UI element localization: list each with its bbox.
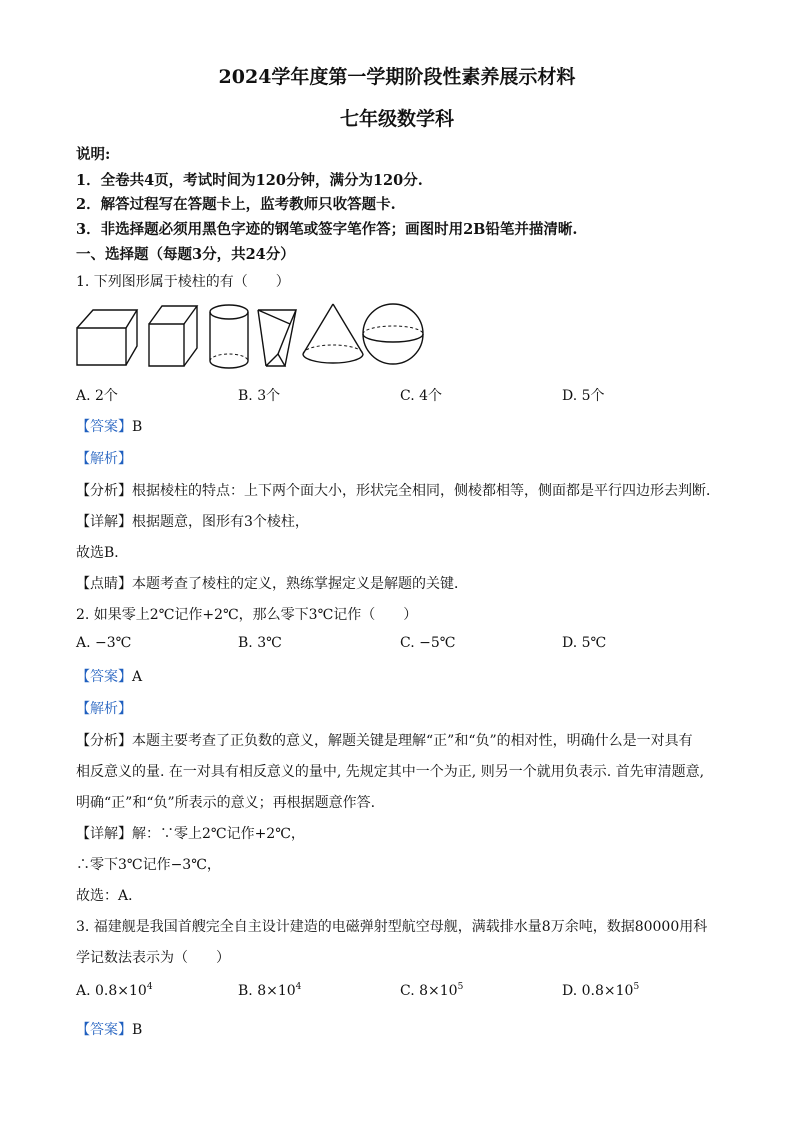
answer-tag: 【答案】 [76, 419, 132, 435]
option-exponent: 4 [146, 982, 153, 992]
detail-line: ∴零下3℃记作−3℃， [76, 857, 221, 873]
detail-text: 根据题意，图形有3个棱柱， [132, 514, 309, 530]
answer-line [76, 666, 142, 686]
detail-text: 解：∵零上2℃记作+2℃， [132, 826, 305, 842]
detail-line [76, 511, 309, 531]
option-base: 8×10 [419, 983, 458, 999]
option-base: 8×10 [257, 983, 296, 999]
answer-line [76, 416, 142, 436]
fenxi-line [76, 730, 693, 750]
fenxi-text: 根据棱柱的特点：上下两个面大小，形状完全相同，侧棱都相等，侧面都是平行四边形去判断． [132, 483, 720, 499]
fenxi-line: 相反意义的量. 在一对具有相反意义的量中, 先规定其中一个为正, 则另一个就用负表示. 首先审清题意, [76, 764, 705, 780]
choose-line: 故选：A． [76, 888, 143, 904]
option-label: C. [400, 983, 415, 999]
section-title: 一、选择题（每题3分，共24分） [76, 246, 295, 263]
option-label: B. [238, 983, 253, 999]
option-a [76, 983, 153, 999]
fenxi-line [76, 480, 720, 500]
dianjing-line [76, 573, 468, 593]
option-b [238, 983, 301, 999]
fenxi-tag: 【分析】 [76, 483, 132, 499]
option-d [562, 983, 639, 999]
analysis-tag: 【解析】 [76, 451, 132, 467]
option-a: A. −3℃ [76, 635, 132, 651]
option-d: D. 5℃ [562, 635, 607, 651]
option-label: D. [562, 983, 578, 999]
question-3-stem: 学记数法表示为（ ） [76, 950, 230, 966]
question-2-stem: 2. 如果零上2℃记作+2℃，那么零下3℃记作（ ） [76, 607, 418, 623]
answer-value: B [132, 419, 143, 435]
cube-icon [149, 306, 197, 366]
instruction-item: 2．解答过程写在答题卡上，监考教师只收答题卡. [76, 196, 396, 213]
instruction-item: 1．全卷共4页，考试时间为120分钟，满分为120分. [76, 172, 423, 189]
option-b: B. 3℃ [238, 635, 282, 651]
detail-tag: 【详解】 [76, 514, 132, 530]
option-label: A. [76, 983, 91, 999]
question-3-stem: 3. 福建舰是我国首艘完全自主设计建造的电磁弹射型航空母舰，满载排水量8万余吨，数据80000用科 [76, 919, 708, 935]
answer-tag: 【答案】 [76, 669, 132, 685]
fenxi-line: 明确“正”和“负”所表示的意义；再根据题意作答. [76, 795, 376, 811]
instruction-item: 3．非选择题必须用黑色字迹的钢笔或签字笔作答；画图时用2B铅笔并描清晰. [76, 221, 578, 238]
document-title: 2024学年度第一学期阶段性素养展示材料 [218, 66, 576, 88]
instructions-heading: 说明: [76, 146, 111, 163]
sphere-icon [363, 304, 423, 364]
fenxi-tag: 【分析】 [76, 733, 132, 749]
option-a: A. 2个 [76, 388, 118, 404]
question-1-figures [70, 298, 440, 372]
fenxi-text: 本题主要考查了正负数的意义，解题关键是理解“正”和“负”的相对性，明确什么是一对具有 [132, 733, 693, 749]
dianjing-tag: 【点睛】 [76, 576, 132, 592]
option-c: C. 4个 [400, 388, 443, 404]
document-subtitle: 七年级数学科 [339, 108, 454, 130]
option-b: B. 3个 [238, 388, 281, 404]
option-exponent: 5 [633, 982, 640, 992]
question-1-stem: 1. 下列图形属于棱柱的有（ ） [76, 274, 290, 290]
option-d: D. 5个 [562, 388, 605, 404]
option-exponent: 4 [295, 982, 302, 992]
cylinder-icon [210, 305, 248, 368]
detail-tag: 【详解】 [76, 826, 132, 842]
option-base: 0.8×10 [95, 983, 147, 999]
analysis-tag: 【解析】 [76, 701, 132, 717]
option-exponent: 5 [457, 982, 464, 992]
triangular-prism-icon [258, 310, 296, 366]
answer-line [76, 1019, 142, 1039]
option-c: C. −5℃ [400, 635, 456, 651]
rectangular-prism-icon [77, 310, 137, 365]
answer-value: A [132, 669, 143, 685]
detail-line [76, 823, 305, 843]
option-c [400, 983, 463, 999]
answer-tag: 【答案】 [76, 1022, 132, 1038]
option-base: 0.8×10 [581, 983, 634, 999]
choose-line: 故选B． [76, 545, 129, 561]
cone-icon [303, 304, 363, 363]
answer-value: B [132, 1022, 143, 1038]
dianjing-text: 本题考查了棱柱的定义，熟练掌握定义是解题的关键． [132, 576, 468, 592]
